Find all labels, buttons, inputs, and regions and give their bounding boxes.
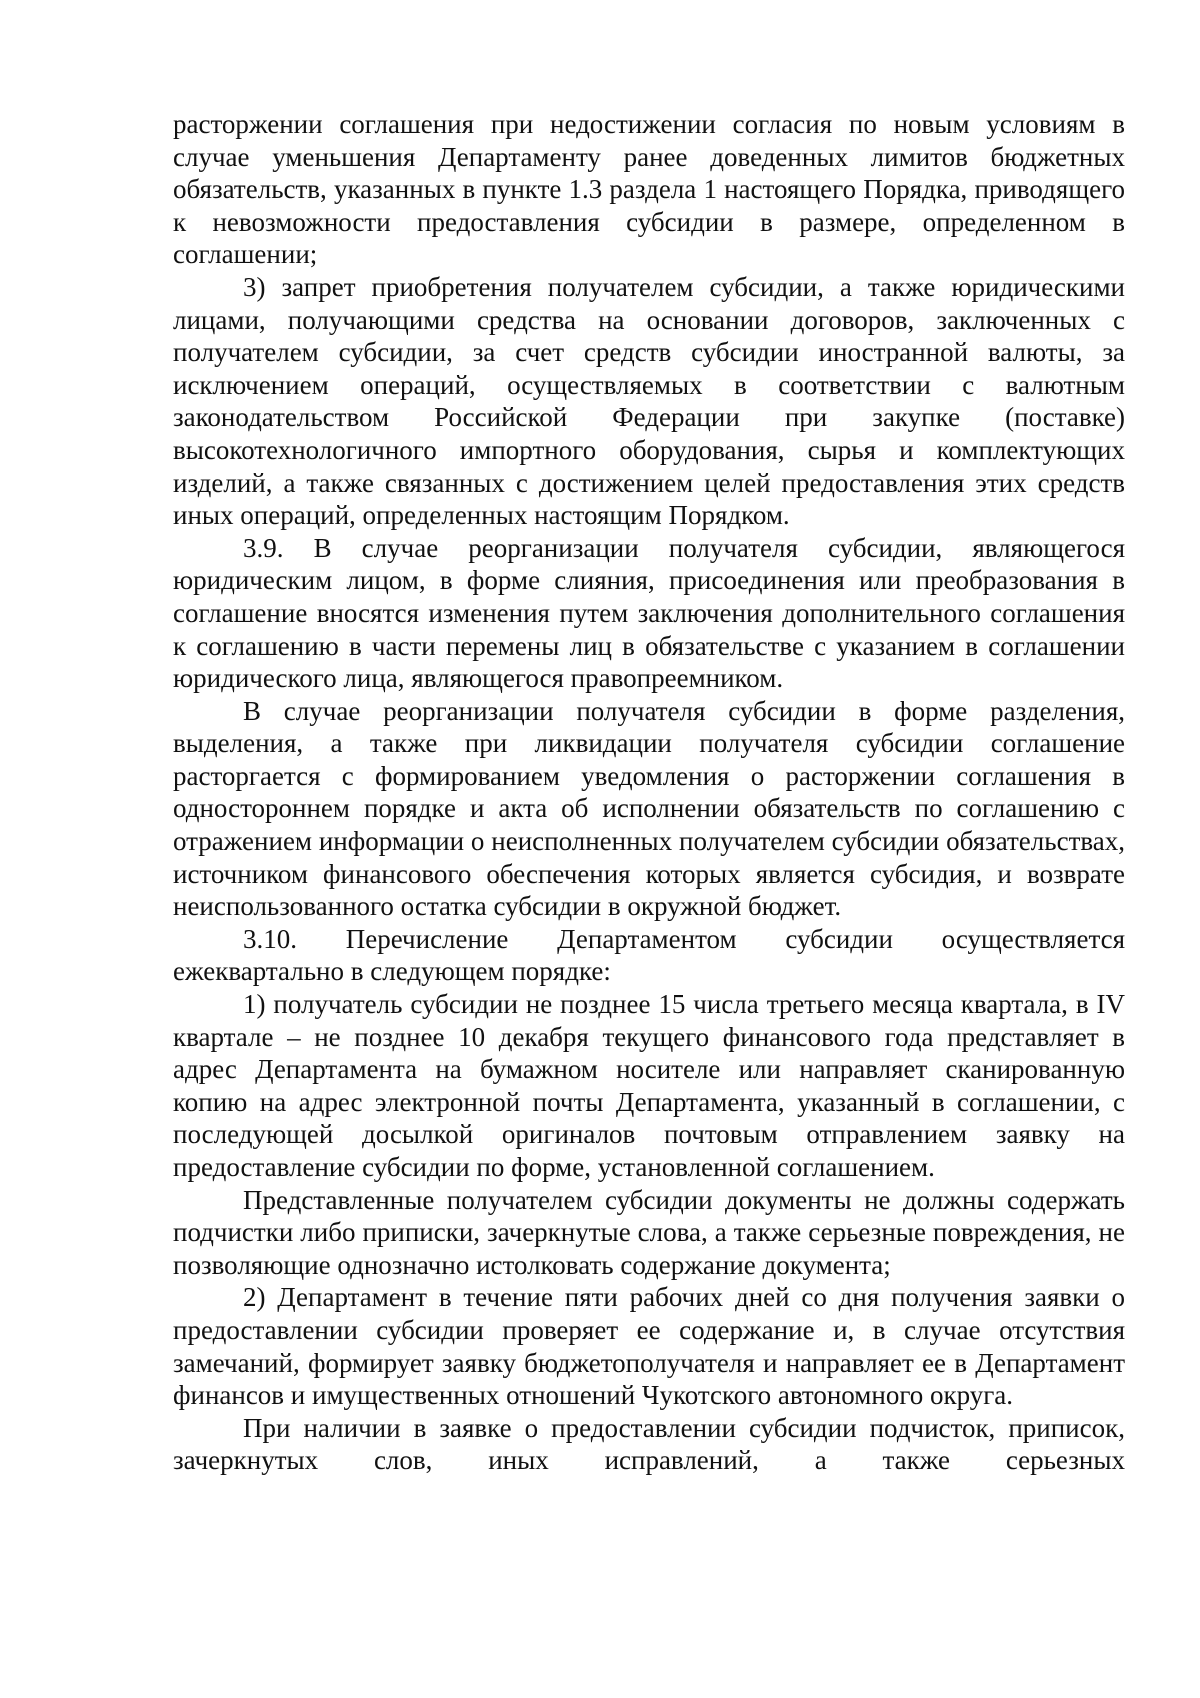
document-page xyxy=(173,108,1125,1477)
paragraph-2: 3) запрет приобретения получателем субсидии, а также юридическими лицами, получающими средства на основании договоров, заключенных с получателем субсидии, за счет средств субсидии иностранной валюты, за исключением операций, осуществляемых в соответствии с валютным законодательством Российской Федерации при закупке (поставке) высокотехнологичного импортного оборудования, сырья и комплектующих изделий, а также связанных с достижением целей предоставления этих средств иных операций, определенных настоящим Порядком. xyxy=(173,271,1125,531)
paragraph-5: 3.10. Перечисление Департаментом субсидии осуществляется ежеквартально в следующем порядке: xyxy=(173,923,1125,987)
paragraph-7: Представленные получателем субсидии документы не должны содержать подчистки либо приписки, зачеркнутые слова, а также серьезные повреждения, не позволяющие однозначно истолковать содержание документа; xyxy=(173,1184,1125,1280)
paragraph-4: В случае реорганизации получателя субсидии в форме разделения, выделения, а также при ликвидации получателя субсидии соглашение расторгается с формированием уведомления о расторжении соглашения в одностороннем порядке и акта об исполнении обязательств по соглашению с отражением информации о неисполненных получателем субсидии обязательствах, источником финансового обеспечения которых является субсидия, и возврате неиспользованного остатка субсидии в окружной бюджет. xyxy=(173,695,1125,922)
paragraph-9-last: При наличии в заявке о предоставлении субсидии подчисток, приписок, зачеркнутых слов, иных исправлений, а также серьезных xyxy=(173,1412,1125,1476)
paragraph-8: 2) Департамент в течение пяти рабочих дней со дня получения заявки о предоставлении субсидии проверяет ее содержание и, в случае отсутствия замечаний, формирует заявку бюджетополучателя и направляет ее в Департамент финансов и имущественных отношений Чукотского автономного округа. xyxy=(173,1282,1125,1411)
paragraph-3: 3.9. В случае реорганизации получателя субсидии, являющегося юридическим лицом, в форме слияния, присоединения или преобразования в соглашение вносятся изменения путем заключения дополнительного соглашения к соглашению в части перемены лиц в обязательстве с указанием в соглашении юридического лица, являющегося правопреемником. xyxy=(173,532,1125,694)
paragraph-1: расторжении соглашения при недостижении согласия по новым условиям в случае уменьшения Департаменту ранее доведенных лимитов бюджетных обязательств, указанных в пункте 1.3 раздела 1 настоящего Порядка, приводящего к невозможности предоставления субсидии в размере, определенном в соглашении; xyxy=(173,109,1125,270)
paragraph-6: 1) получатель субсидии не позднее 15 числа третьего месяца квартала, в IV квартале – не позднее 10 декабря текущего финансового года представляет в адрес Департамента на бумажном носителе или направляет сканированную копию на адрес электронной почты Департамента, указанный в соглашении, с последующей досылкой оригиналов почтовым отправлением заявку на предоставление субсидии по форме, установленной соглашением. xyxy=(173,989,1125,1182)
